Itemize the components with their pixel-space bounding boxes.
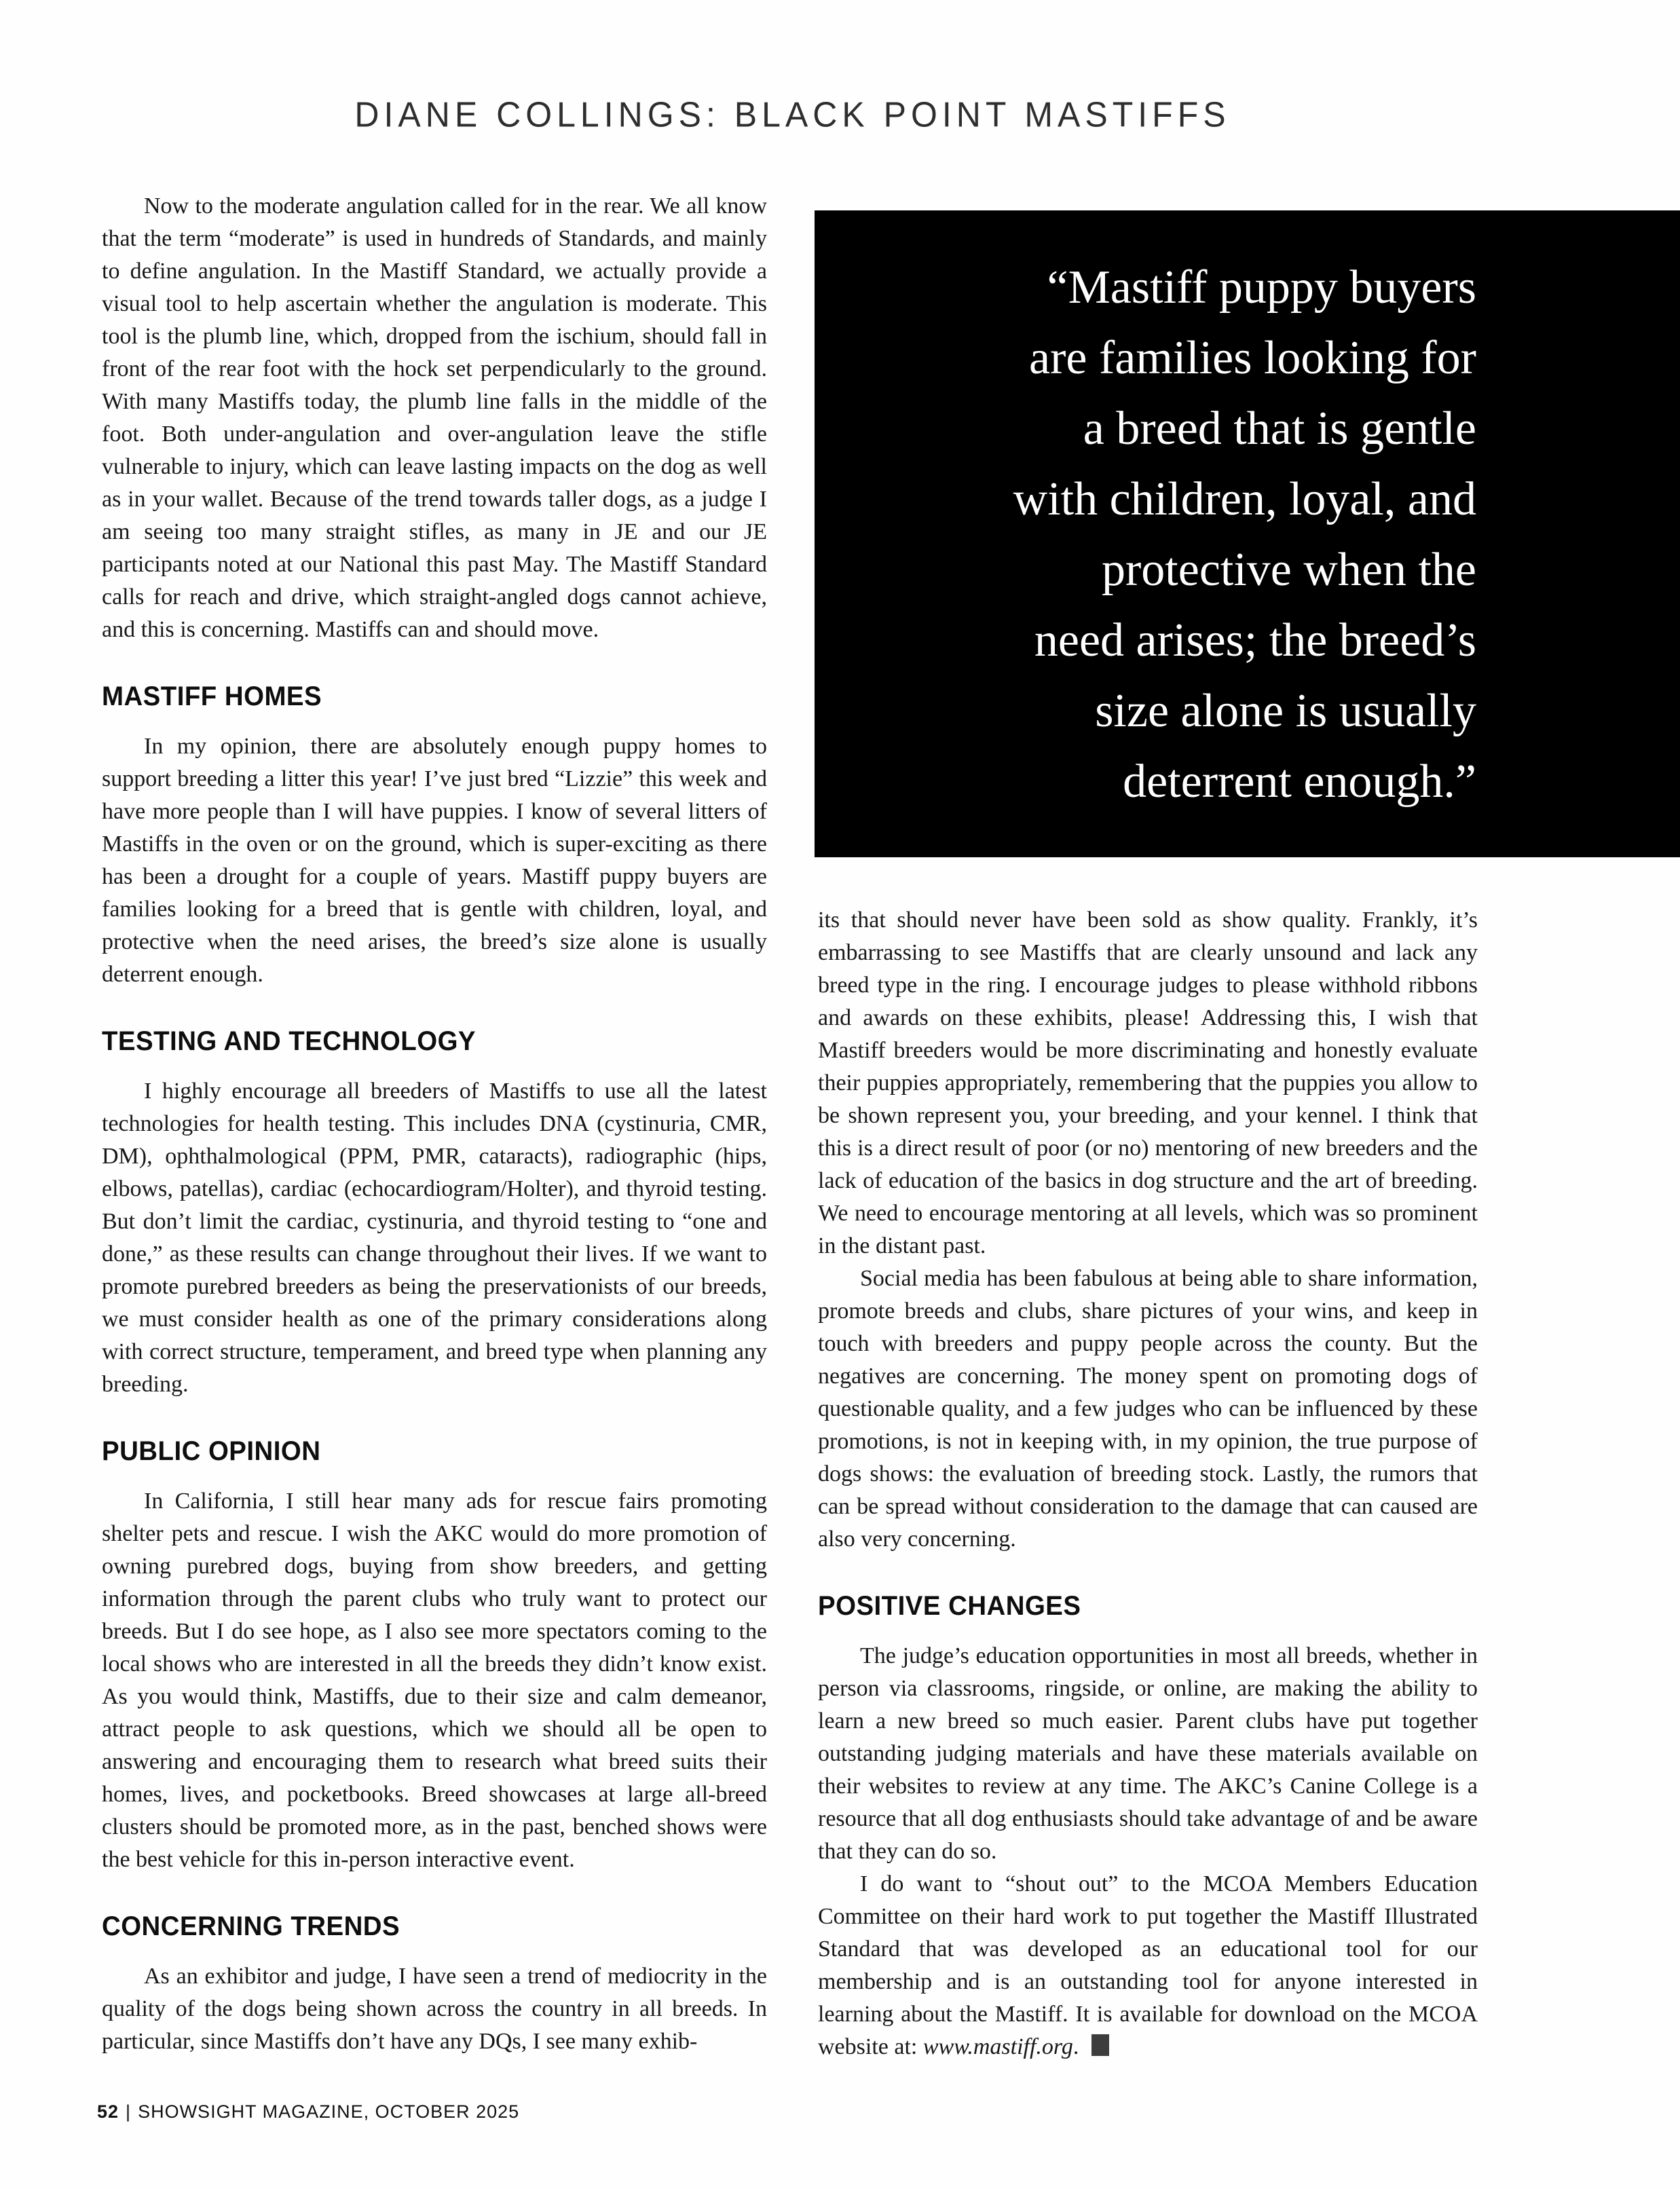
body-paragraph: As an exhibitor and judge, I have seen a trend of mediocrity in the quality of the dogs being shown across the country in all breeds. In particular, since Mastiffs don’t have any DQs, I see many exhib- (102, 1964, 767, 2054)
section-heading: MASTIFF HOMES (102, 681, 322, 711)
section-heading: POSITIVE CHANGES (818, 1591, 1081, 1621)
pull-quote-line: need arises; the breed’s (1034, 614, 1476, 667)
page-title: DIANE COLLINGS: BLACK POINT MASTIFFS (354, 94, 1231, 135)
pull-quote-line: deterrent enough.” (1123, 755, 1476, 808)
end-mark-icon (1091, 2034, 1109, 2056)
paragraph-text: . (1072, 2034, 1085, 2059)
body-paragraph: In California, I still hear many ads for rescue fairs promoting shelter pets and rescue. I wish the AKC would do more promotion of owning purebred dogs, buying from show breeders, and getting information through the parent clubs who truly want to protect our breeds. But I do see hope, as I also see more spectators coming to the local shows who are interested in all the breeds they didn’t know exist. As you would think, Mastiffs, due to their size and calm demeanor, attract people to ask questions, which we should all be open to answering and encouraging them to research what breed suits their homes, lives, and pocketbooks. Breed showcases at large all-breed clusters should be promoted more, as in the past, benched shows were the best vehicle for this in-person interactive event. (102, 1489, 767, 1872)
pull-quote-line: are families looking for (1029, 332, 1476, 384)
section-heading: CONCERNING TRENDS (102, 1911, 400, 1941)
page-number: 52 (97, 2101, 119, 2122)
pull-quote-line: with children, loyal, and (1013, 473, 1476, 525)
magazine-name: SHOWSIGHT MAGAZINE, OCTOBER 2025 (138, 2101, 520, 2122)
body-paragraph: The judge’s education opportunities in most all breeds, whether in person via classrooms, ringside, or online, are making the ability to learn a new breed so much easier. Parent clubs have put together outstanding judging materials and have these materials available on their websites to review at any time. The AKC’s Canine College is a resource that all dog enthusiasts should take advantage of and be aware that they can do so. (818, 1643, 1478, 1864)
pull-quote-line: protective when the (1101, 544, 1476, 596)
body-paragraph: its that should never have been sold as show quality. Frankly, it’s embarrassing to see Mastiffs that are clearly unsound and lack any breed type in the ring. I encourage judges to please withhold ribbons and awards on these exhibits, please! Addressing this, I wish that Mastiff breeders would be more discriminating and honestly evaluate their puppies appropriately, remembering that the puppies you allow to be shown represent you, your breeding, and your kennel. I think that this is a direct result of poor (or no) mentoring of new breeders and the lack of education of the basics in dog structure and the art of breeding. We need to encourage mentoring at all levels, which was so prominent in the distant past. (818, 908, 1478, 1258)
footer-separator: | (126, 2101, 132, 2122)
body-paragraph: Now to the moderate angulation called for in the rear. We all know that the term “moderate” is used in hundreds of Standards, and mainly to define angulation. In the Mastiff Standard, we actually provide a visual tool to help ascertain whether the angulation is moderate. This tool is the plumb line, which, dropped from the ischium, should fall in front of the rear foot with the hock set perpendicularly to the ground. With many Mastiffs today, the plumb line falls in the middle of the foot. Both under-angulation and over-angulation leave the stifle vulnerable to injury, which can leave lasting impacts on the dog as well as in your wallet. Because of the trend towards taller dogs, as a judge I am seeing too many straight stifles, as many in JE and our JE participants noted at our National this past May. The Mastiff Standard calls for reach and drive, which straight-angled dogs cannot achieve, and this is concerning. Mastiffs can and should move. (102, 193, 767, 642)
paragraph-text: I do want to “shout out” to the MCOA Members Education Committee on their hard work to put together the Mastiff Illustrated Standard that was developed as an educational tool for our membership and is an outstanding tool for anyone interested in learning about the Mastiff. It is available for download on the MCOA website at: (818, 1871, 1478, 2059)
section-heading: PUBLIC OPINION (102, 1436, 321, 1466)
url-text: www.mastiff.org (922, 2034, 1073, 2059)
body-paragraph: Social media has been fabulous at being able to share information, promote breeds and clubs, share pictures of your wins, and keep in touch with breeders and puppy people across the county. But the negatives are concerning. The money spent on promoting dogs of questionable quality, and a few judges who can be influenced by these promotions, is not in keeping with, in my opinion, the true purpose of dogs shows: the evaluation of breeding stock. Lastly, the rumors that can be spread without consideration to the damage that can caused are also very concerning. (818, 1266, 1478, 1552)
body-paragraph: I highly encourage all breeders of Mastiffs to use all the latest technologies for health testing. This includes DNA (cystinuria, CMR, DM), ophthalmological (PPM, PMR, cataracts), radiographic (hips, elbows, patellas), cardiac (echocardiogram/Holter), and thyroid testing. But don’t limit the cardiac, cystinuria, and thyroid testing to “one and done,” as these results can change throughout their lives. If we want to promote purebred breeders as being the preservationists of our breeds, we must consider health as one of the primary considerations along with correct structure, temperament, and breed type when planning any breeding. (102, 1079, 767, 1397)
pull-quote-line: size alone is usually (1095, 685, 1476, 737)
article-column-right (818, 904, 1478, 2063)
pull-quote-line: a breed that is gentle (1083, 403, 1476, 455)
pull-quote (815, 210, 1680, 857)
section-heading: TESTING AND TECHNOLOGY (102, 1026, 477, 1056)
body-paragraph: In my opinion, there are absolutely enough puppy homes to support breeding a litter this year! I’ve just bred “Lizzie” this week and have more people than I will have puppies. I know of several litters of Mastiffs in the oven or on the ground, which is super-exciting as there has been a drought for a couple of years. Mastiff puppy buyers are families looking for a breed that is gentle with children, loyal, and protective when the need arises, the breed’s size alone is usually deterrent enough. (102, 734, 767, 987)
body-paragraph (818, 1868, 1478, 2063)
article-column-left (102, 190, 767, 2058)
pull-quote-line: “Mastiff puppy buyers (1047, 261, 1476, 314)
page-footer (97, 2101, 519, 2122)
